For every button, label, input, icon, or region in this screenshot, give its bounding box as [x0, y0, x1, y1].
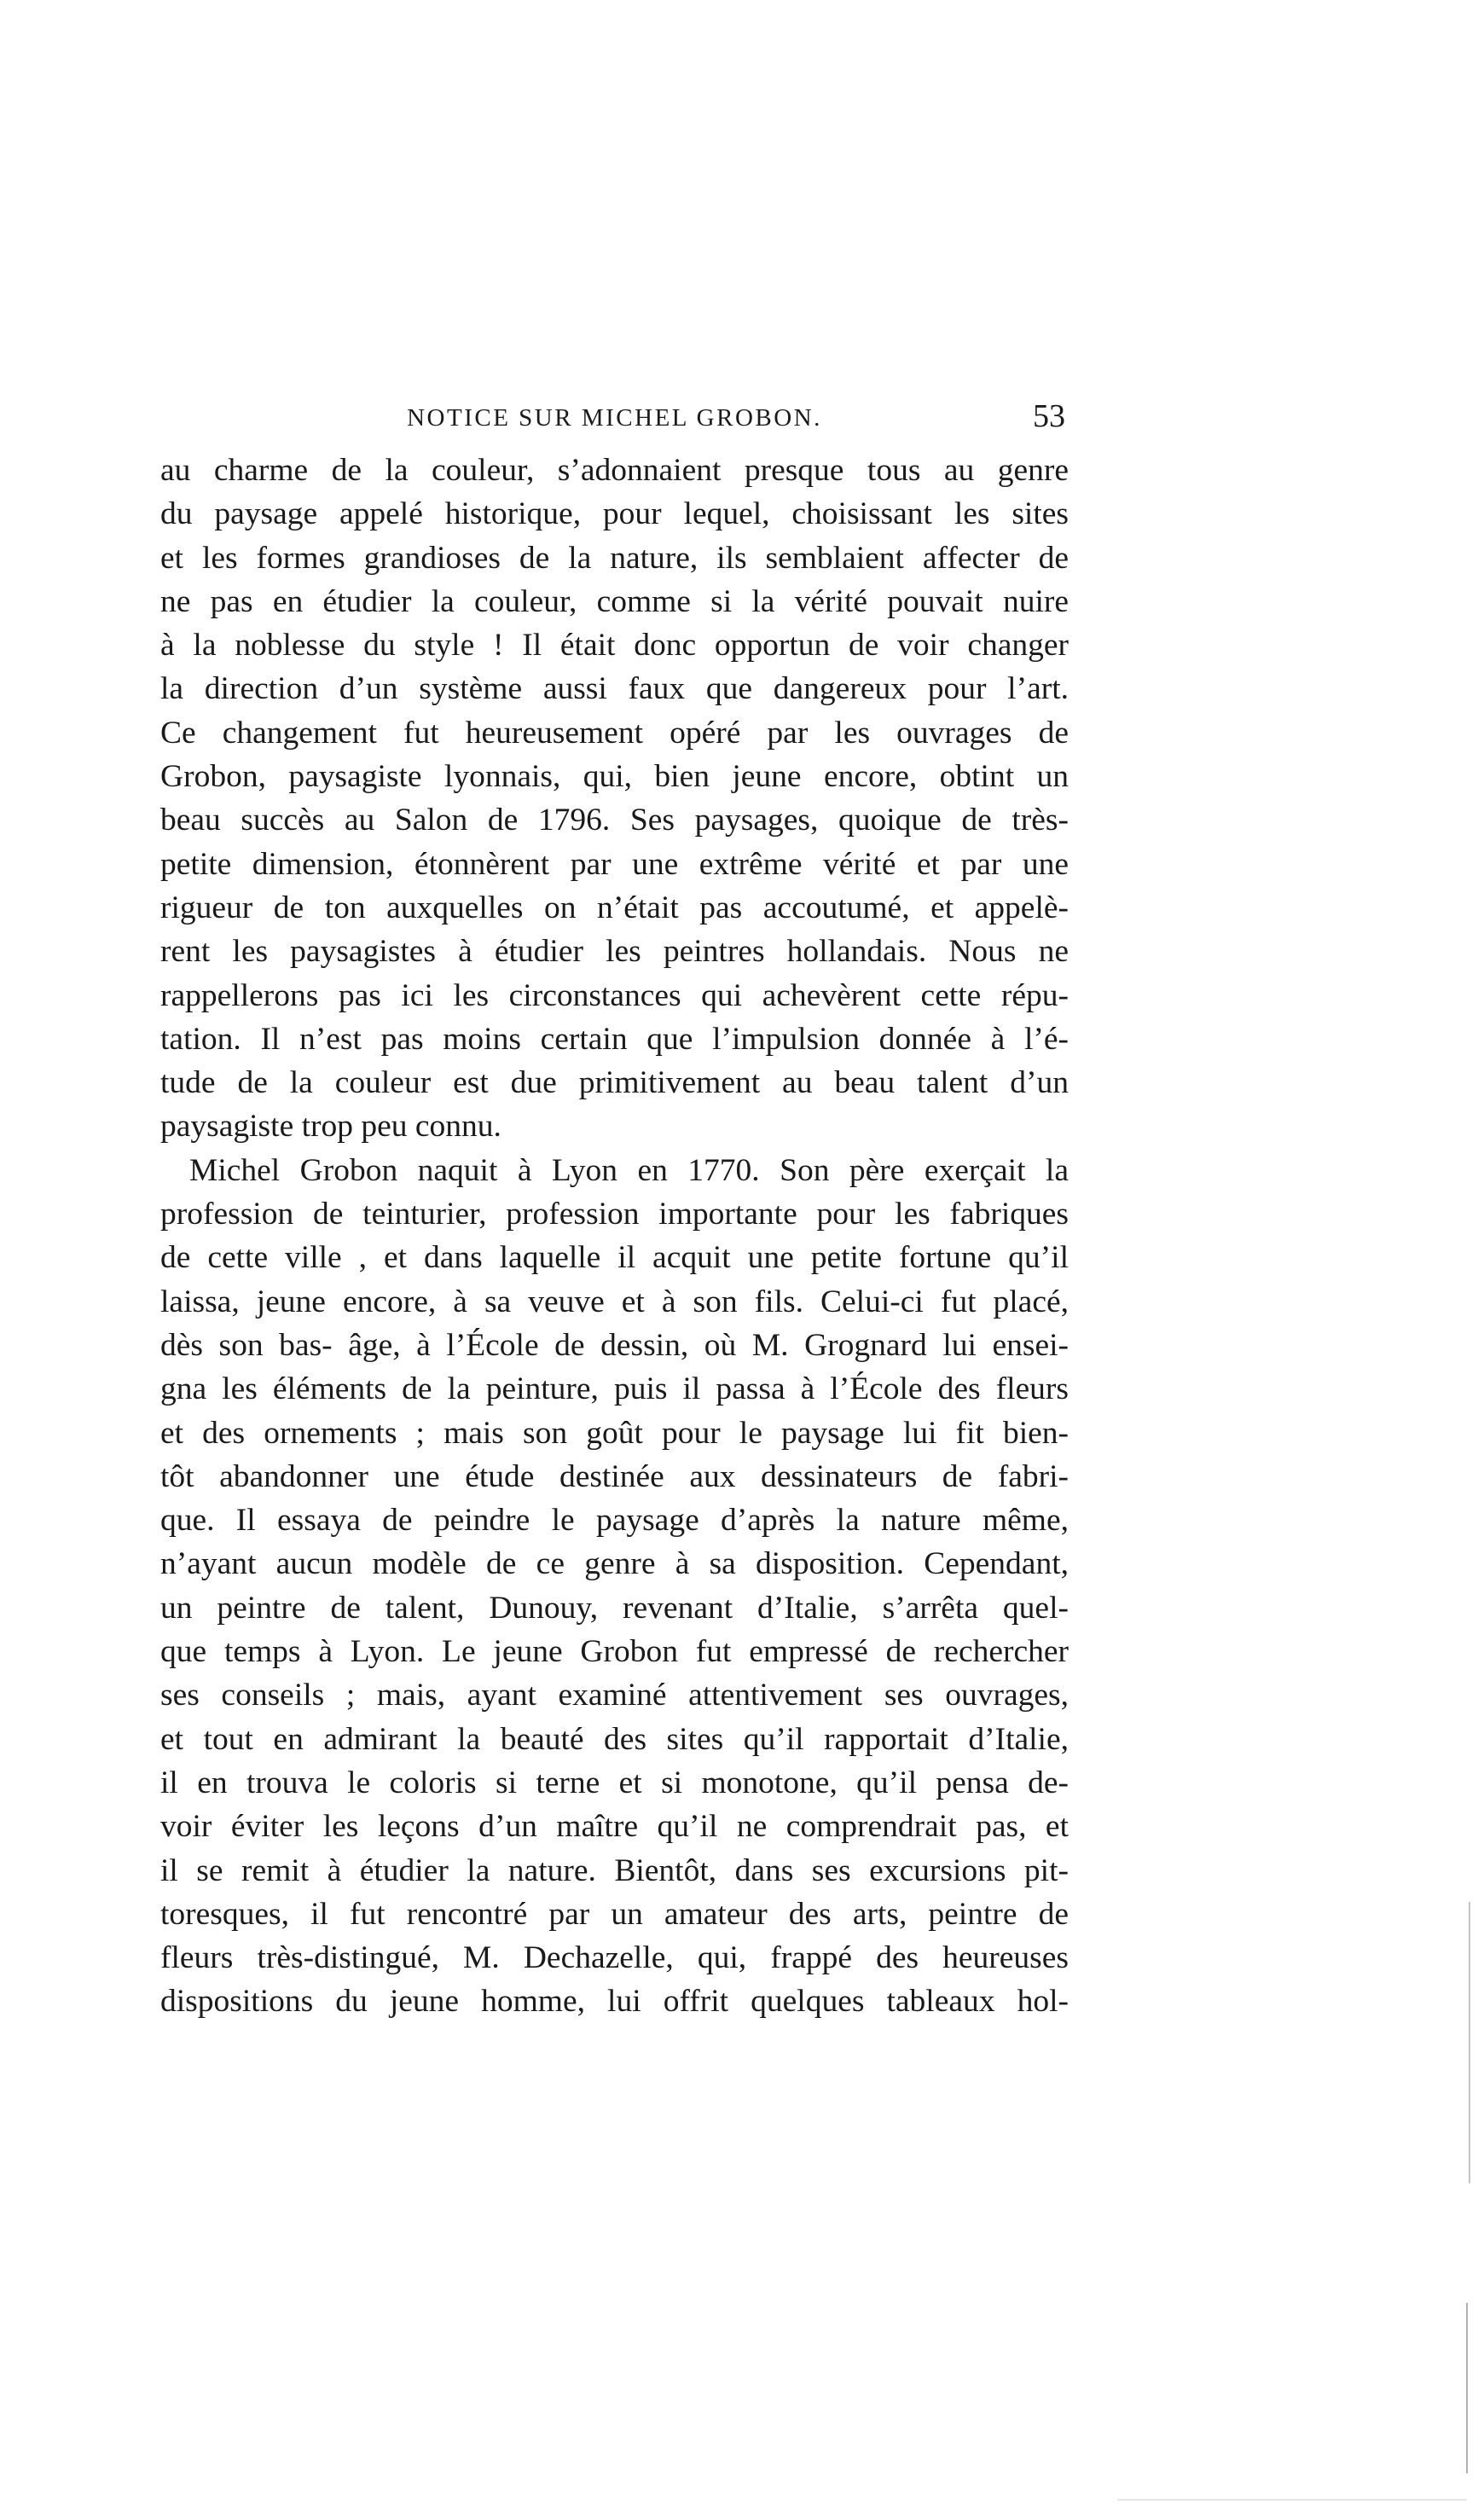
text-line: profession de teinturier, profession importante pour les fabriques	[160, 1197, 1069, 1232]
text-line: tôt abandonner une étude destinée aux dessinateurs de fabri-	[160, 1458, 1069, 1494]
running-title: NOTICE SUR MICHEL GROBON.	[407, 404, 822, 432]
text-line: rappellerons pas ici les circonstances qui achevèrent cette répu-	[160, 977, 1069, 1013]
text-line: il en trouva le coloris si terne et si monotone, qu’il pensa de-	[160, 1765, 1069, 1800]
page-header	[160, 397, 1069, 440]
text-line: et les formes grandioses de la nature, ils semblaient affecter de	[160, 540, 1069, 576]
scan-edge-mark	[1117, 2499, 1467, 2501]
text-line: à la noblesse du style ! Il était donc opportun de voir changer	[160, 628, 1069, 664]
text-line: Grobon, paysagiste lyonnais, qui, bien jeune encore, obtint un	[160, 759, 1069, 795]
text-line: tude de la couleur est due primitivement au beau talent d’un	[160, 1065, 1069, 1101]
text-line: et des ornements ; mais son goût pour le paysage lui fit bien-	[160, 1415, 1069, 1451]
text-line: rent les paysagistes à étudier les peintres hollandais. Nous ne	[160, 934, 1069, 970]
text-line: toresques, il fut rencontré par un amateur des arts, peintre de	[160, 1896, 1069, 1932]
text-line: un peintre de talent, Dunouy, revenant d’Italie, s’arrêta quel-	[160, 1590, 1069, 1626]
text-line: du paysage appelé historique, pour lequel, choisissant les sites	[160, 496, 1069, 532]
text-line: il se remit à étudier la nature. Bientôt, dans ses excursions pit-	[160, 1852, 1069, 1888]
text-line: beau succès au Salon de 1796. Ses paysages, quoique de très-	[160, 803, 1069, 838]
text-line: dès son bas- âge, à l’École de dessin, où M. Grognard lui ensei-	[160, 1327, 1069, 1363]
text-line: que temps à Lyon. Le jeune Grobon fut empressé de rechercher	[160, 1634, 1069, 1670]
text-line: gna les éléments de la peinture, puis il passa à l’École des fleurs	[160, 1371, 1069, 1407]
page-number: 53	[1033, 398, 1065, 434]
text-line: que. Il essaya de peindre le paysage d’après la nature même,	[160, 1503, 1069, 1539]
text-line: la direction d’un système aussi faux que dangereux pour l’art.	[160, 671, 1069, 707]
text-line: et tout en admirant la beauté des sites qu’il rapportait d’Italie,	[160, 1721, 1069, 1757]
text-line: ses conseils ; mais, ayant examiné attentivement ses ouvrages,	[160, 1678, 1069, 1713]
text-line: au charme de la couleur, s’adonnaient presque tous au genre	[160, 453, 1069, 488]
text-line: de cette ville , et dans laquelle il acquit une petite fortune qu’il	[160, 1240, 1069, 1276]
text-line: ne pas en étudier la couleur, comme si la vérité pouvait nuire	[160, 583, 1069, 619]
text-line: voir éviter les leçons d’un maître qu’il ne comprendrait pas, et	[160, 1809, 1069, 1845]
text-line: n’ayant aucun modèle de ce genre à sa disposition. Cependant,	[160, 1546, 1069, 1582]
text-line: laissa, jeune encore, à sa veuve et à son fils. Celui-ci fut placé,	[160, 1284, 1069, 1319]
text-line: Michel Grobon naquit à Lyon en 1770. Son père exerçait la	[189, 1152, 1069, 1188]
text-line: dispositions du jeune homme, lui offrit quelques tableaux hol-	[160, 1984, 1069, 2020]
text-line: fleurs très-distingué, M. Dechazelle, qui, frappé des heureuses	[160, 1940, 1069, 1976]
text-line: tation. Il n’est pas moins certain que l’impulsion donnée à l’é-	[160, 1021, 1069, 1057]
text-line: paysagiste trop peu connu.	[160, 1109, 501, 1145]
text-line: rigueur de ton auxquelles on n’était pas accoutumé, et appelè-	[160, 890, 1069, 925]
text-line: Ce changement fut heureusement opéré par les ouvrages de	[160, 715, 1069, 751]
text-line: petite dimension, étonnèrent par une extrême vérité et par une	[160, 846, 1069, 882]
scan-edge-mark	[1469, 1902, 1470, 2183]
body-text	[160, 449, 1069, 2024]
scan-edge-mark	[1466, 2303, 1468, 2473]
